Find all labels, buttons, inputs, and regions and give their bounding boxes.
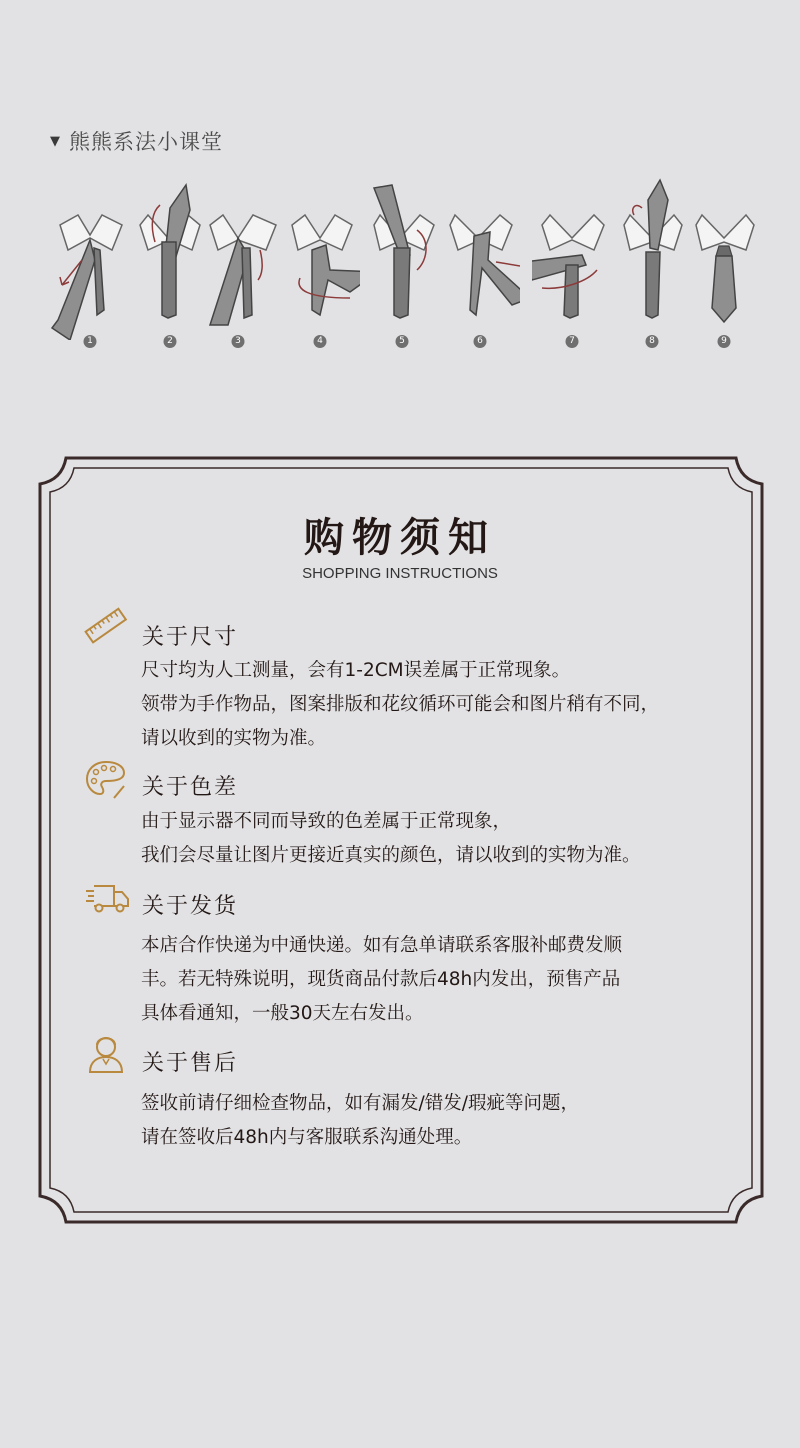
tie-illustration [612, 170, 692, 340]
tie-course-header [50, 126, 223, 156]
tie-step-4 [280, 170, 360, 360]
tie-step-1 [50, 170, 130, 360]
section-title-size: 关于尺寸 [142, 625, 239, 650]
section-body-color [141, 805, 761, 873]
tie-illustration [440, 170, 520, 340]
step-number: 5 [396, 335, 409, 348]
section-body-shipping [141, 929, 761, 1031]
tie-illustration [50, 170, 130, 340]
step-number: 4 [314, 335, 327, 348]
section-line: 请以收到的实物为准。 [141, 728, 327, 749]
notice-title: 购物须知 [304, 515, 496, 561]
ruler-icon [84, 604, 128, 648]
section-body-aftersales [141, 1087, 761, 1155]
tie-illustration [198, 170, 278, 340]
step-number: 3 [232, 335, 245, 348]
section-line: 我们会尽量让图片更接近真实的颜色，请以收到的实物为准。 [141, 845, 641, 866]
tie-step-3 [198, 170, 278, 360]
course-title: 熊熊系法小课堂 [69, 130, 223, 154]
step-number: 1 [84, 335, 97, 348]
step-number: 8 [646, 335, 659, 348]
notice-subtitle: SHOPPING INSTRUCTIONS [302, 565, 498, 582]
section-line: 领带为手作物品，图案排版和花纹循环可能会和图片稍有不同， [141, 694, 660, 715]
section-line: 尺寸均为人工测量，会有1-2CM误差属于正常现象。 [141, 660, 571, 681]
section-line: 请在签收后48h内与客服联系沟通处理。 [141, 1127, 473, 1148]
customer-service-icon [84, 1032, 128, 1076]
triangle-down-icon: ▼ [50, 133, 61, 149]
tie-step-9 [684, 170, 764, 360]
section-title-color: 关于色差 [142, 775, 239, 800]
palette-icon [84, 758, 128, 802]
tie-step-6 [440, 170, 520, 360]
tie-step-7 [532, 170, 612, 360]
tie-illustration [532, 170, 612, 340]
delivery-truck-icon [84, 878, 130, 922]
section-line: 签收前请仔细检查物品，如有漏发/错发/瑕疵等问题， [141, 1093, 579, 1114]
section-line: 具体看通知，一般30天左右发出。 [141, 1003, 424, 1024]
step-number: 7 [566, 335, 579, 348]
section-line: 本店合作快递为中通快递。如有急单请联系客服补邮费发顺 [141, 935, 623, 956]
tie-step-8 [612, 170, 692, 360]
section-title-shipping: 关于发货 [142, 894, 239, 919]
step-number: 2 [164, 335, 177, 348]
step-number: 6 [474, 335, 487, 348]
section-line: 丰。若无特殊说明，现货商品付款后48h内发出，预售产品 [141, 969, 621, 990]
section-body-size [141, 654, 761, 756]
tie-steps-diagram [0, 170, 800, 360]
section-title-aftersales: 关于售后 [142, 1051, 239, 1076]
step-number: 9 [718, 335, 731, 348]
tie-illustration [684, 170, 764, 340]
tie-illustration [280, 170, 360, 340]
tie-illustration [362, 170, 442, 340]
tie-step-5 [362, 170, 442, 360]
section-line: 由于显示器不同而导致的色差属于正常现象， [141, 811, 512, 832]
